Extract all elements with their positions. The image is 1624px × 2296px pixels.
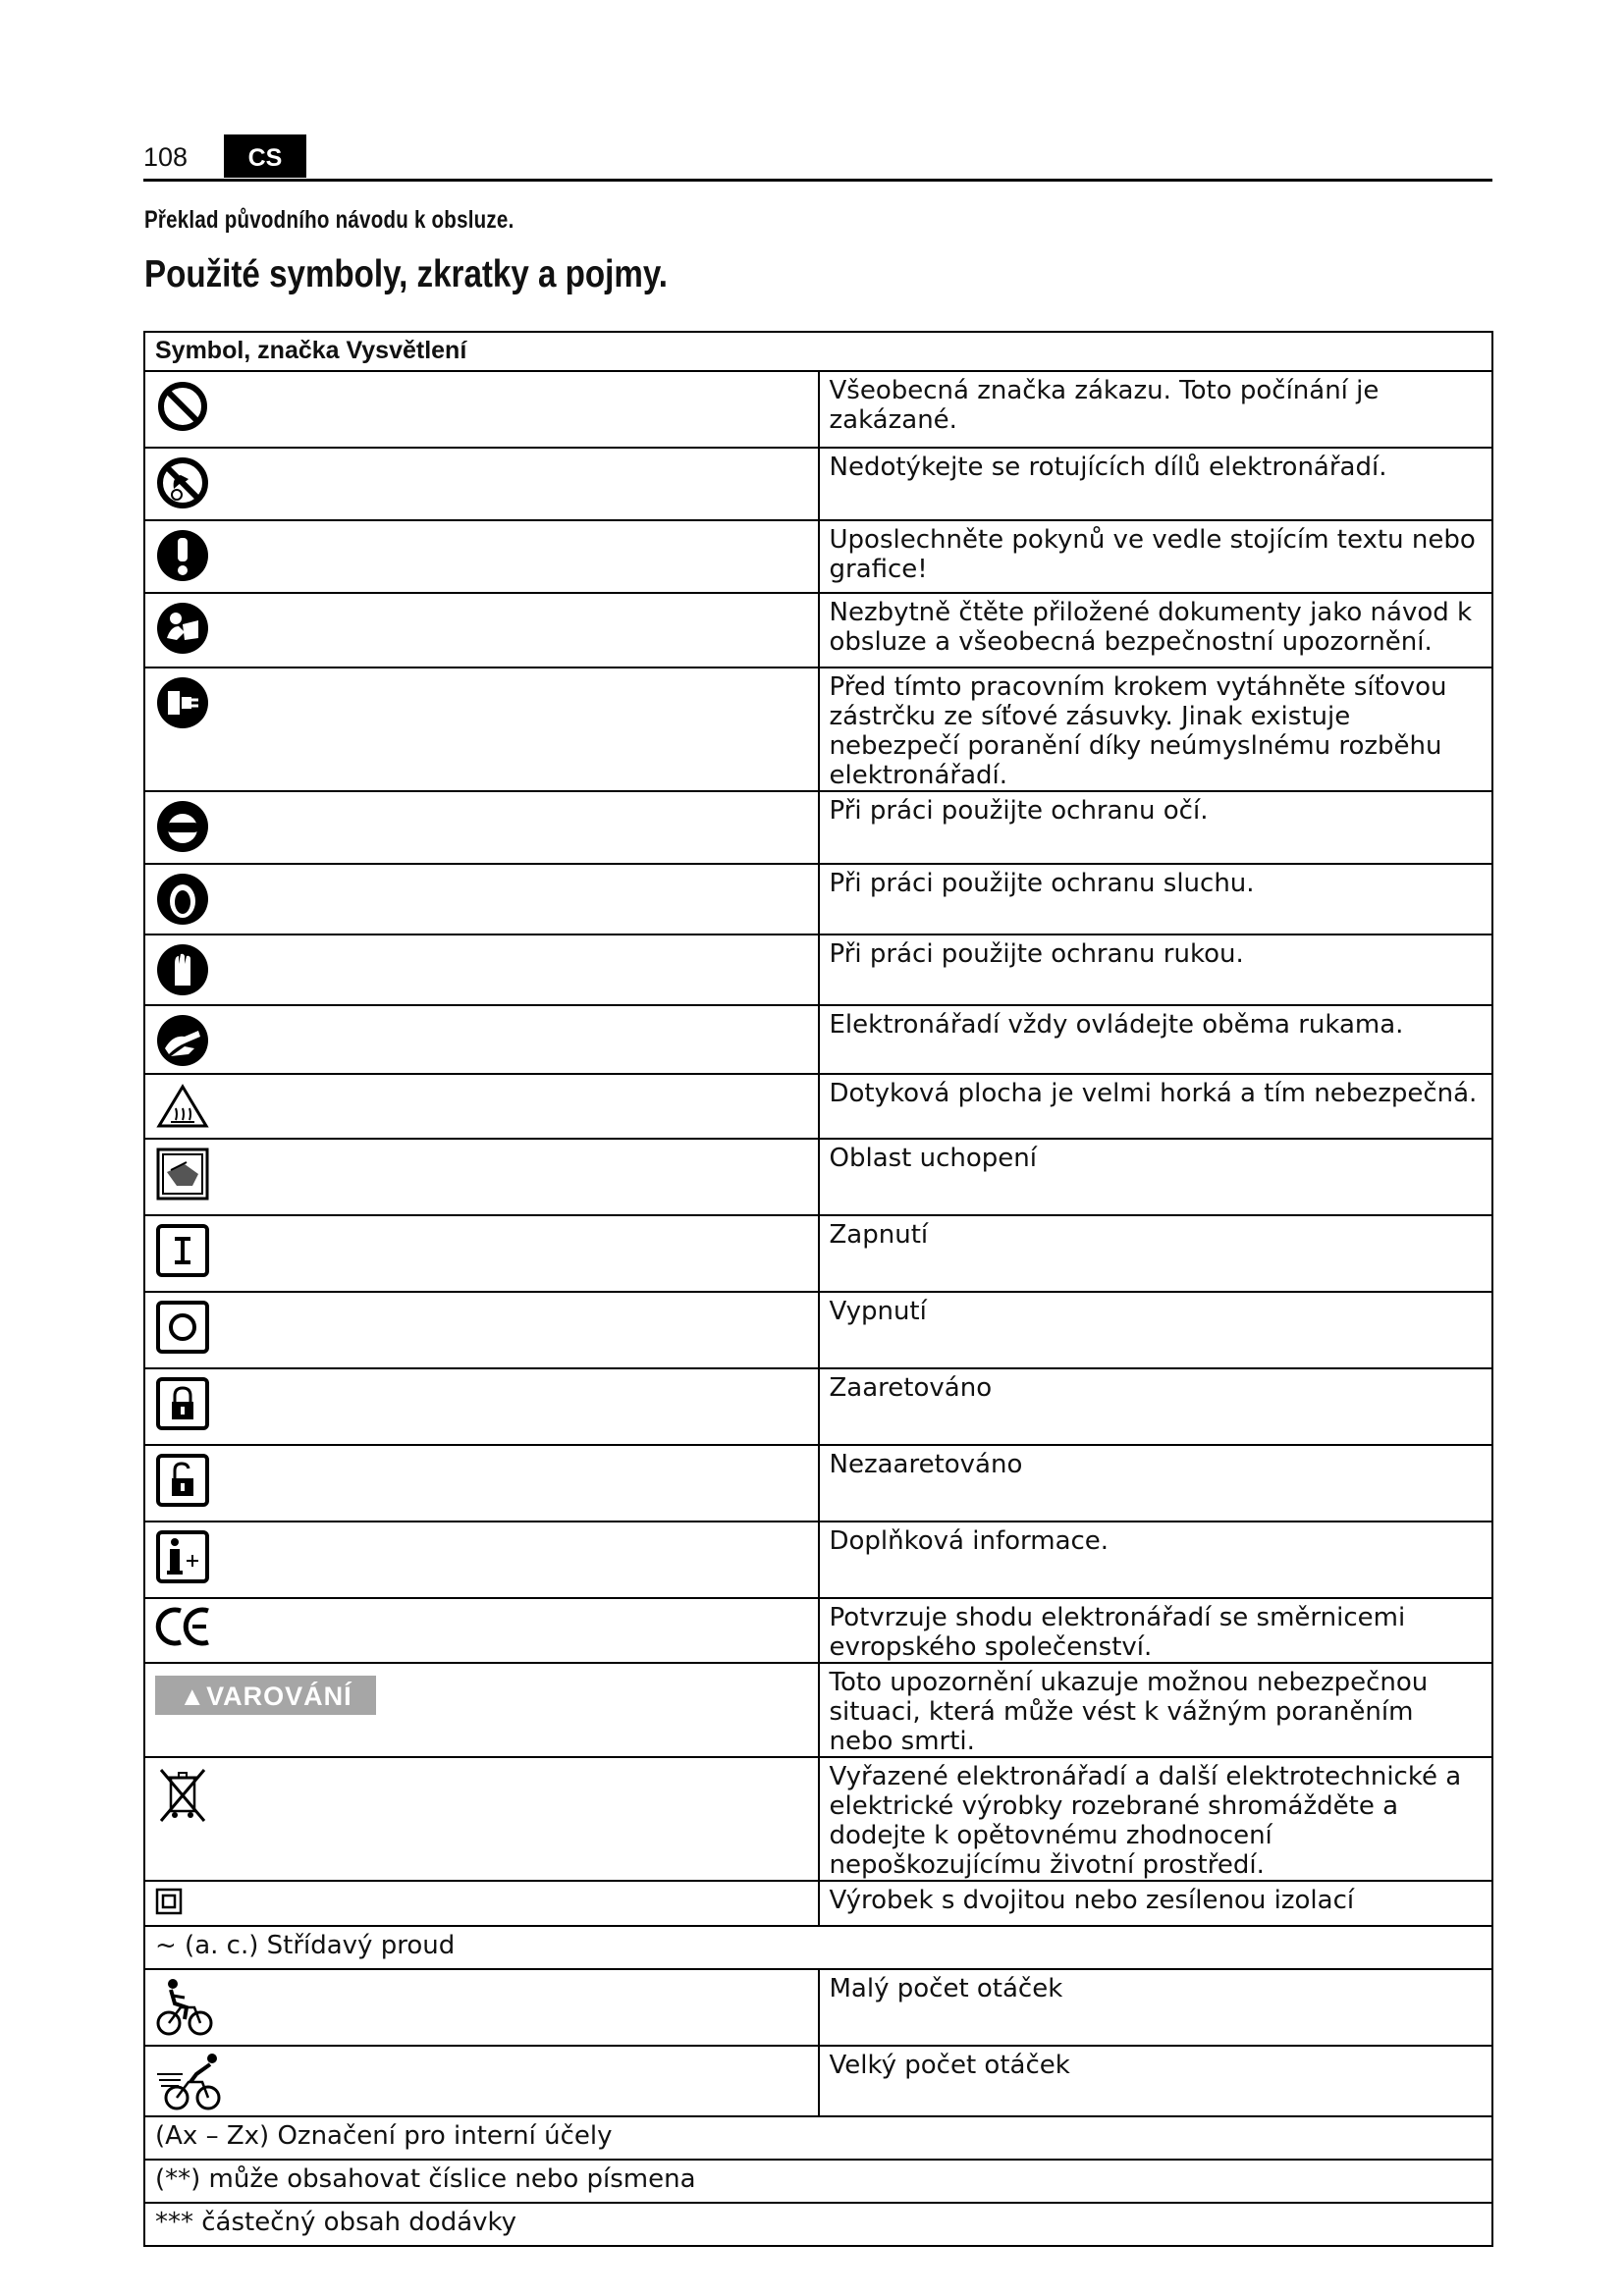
symbol-cell <box>144 791 819 864</box>
symbols-table <box>143 331 1493 2247</box>
description-cell: Nezaaretováno <box>819 1445 1493 1522</box>
warning-badge-label: VAROVÁNÍ <box>206 1682 352 1711</box>
symbol-cell <box>144 934 819 1005</box>
symbol-cell <box>144 1215 819 1292</box>
symbol-cell <box>144 864 819 934</box>
symbol-cell <box>144 1445 819 1522</box>
power-off-icon <box>155 1299 210 1356</box>
info-icon <box>155 1528 210 1585</box>
description-cell: Doplňková informace. <box>819 1522 1493 1598</box>
description-cell: Oblast uchopení <box>819 1139 1493 1215</box>
prohibition-icon <box>155 378 210 435</box>
unlocked-icon <box>155 1452 210 1509</box>
symbol-cell <box>144 1969 819 2046</box>
table-row <box>144 1757 1492 1881</box>
read-manual-icon <box>155 600 210 657</box>
ce-mark-icon <box>155 1605 214 1648</box>
symbol-cell <box>144 371 819 448</box>
description-cell: Elektronářadí vždy ovládejte oběma rukama. <box>819 1005 1493 1074</box>
page-header <box>143 131 1492 182</box>
table-row <box>144 371 1492 448</box>
description-cell: Toto upozornění ukazuje možnou nebezpečnou situaci, která může vést k vážným poraněním nebo smrti. <box>819 1663 1493 1757</box>
description-cell: Při práci použijte ochranu očí. <box>819 791 1493 864</box>
table-row <box>144 1368 1492 1445</box>
page-title: Použité symboly, zkratky a pojmy. <box>144 253 669 295</box>
table-row <box>144 593 1492 667</box>
footer-row-cell: *** částečný obsah dodávky <box>144 2203 1492 2246</box>
description-cell: Všeobecná značka zákazu. Toto počínání je zakázané. <box>819 371 1493 448</box>
table-row <box>144 864 1492 934</box>
description-cell: Velký počet otáček <box>819 2046 1493 2116</box>
description-cell: Výrobek s dvojitou nebo zesílenou izolací <box>819 1881 1493 1926</box>
symbol-cell <box>144 520 819 593</box>
weee-icon <box>155 1764 210 1825</box>
eye-protection-icon <box>155 798 210 855</box>
description-cell: Zaaretováno <box>819 1368 1493 1445</box>
description-cell: Dotyková plocha je velmi horká a tím nebezpečná. <box>819 1074 1493 1139</box>
table-row <box>144 1215 1492 1292</box>
symbol-cell <box>144 1292 819 1368</box>
table-row <box>144 1663 1492 1757</box>
table-row <box>144 667 1492 791</box>
description-cell: Vyřazené elektronářadí a další elektrotechnické a elektrické výrobky rozebrané shromážděte a dodejte k opětovnému zhodnocení nepoškozujícímu životní prostředí. <box>819 1757 1493 1881</box>
hand-protection-icon <box>155 941 210 998</box>
footer-row-cell: (**) může obsahovat číslice nebo písmena <box>144 2160 1492 2203</box>
table-row <box>144 1445 1492 1522</box>
table-row <box>144 791 1492 864</box>
warning-badge <box>155 1676 376 1715</box>
unplug-icon <box>155 674 210 731</box>
table-header: Symbol, značka Vysvětlení <box>144 332 1492 371</box>
symbol-cell <box>144 1005 819 1074</box>
table-row <box>144 520 1492 593</box>
description-cell: Potvrzuje shodu elektronářadí se směrnicemi evropského společenství. <box>819 1598 1493 1663</box>
table-row <box>144 934 1492 1005</box>
table-row <box>144 1926 1492 1969</box>
description-cell: Při práci použijte ochranu rukou. <box>819 934 1493 1005</box>
symbol-cell <box>144 1598 819 1663</box>
symbol-cell <box>144 2046 819 2116</box>
power-on-icon <box>155 1222 210 1279</box>
symbol-cell <box>144 1074 819 1139</box>
double-insulation-icon <box>155 1888 183 1915</box>
ear-protection-icon <box>155 871 210 928</box>
description-cell: Zapnutí <box>819 1215 1493 1292</box>
description-cell: Nezbytně čtěte přiložené dokumenty jako návod k obsluze a všeobecná bezpečnostní upozornění. <box>819 593 1493 667</box>
warning-triangle-icon: ▲ <box>179 1682 207 1711</box>
table-row <box>144 1005 1492 1074</box>
table-row <box>144 448 1492 520</box>
table-row <box>144 2160 1492 2203</box>
locked-icon <box>155 1375 210 1432</box>
hot-surface-icon <box>155 1081 210 1132</box>
high-speed-icon <box>155 2053 230 2111</box>
grip-area-icon <box>155 1146 210 1202</box>
symbol-cell <box>144 593 819 667</box>
table-row <box>144 1598 1492 1663</box>
table-row <box>144 1969 1492 2046</box>
description-cell: Před tímto pracovním krokem vytáhněte síťovou zástrčku ze síťové zásuvky. Jinak existuje nebezpečí poranění díky neúmyslnému rozběhu elektronářadí. <box>819 667 1493 791</box>
document-subtitle: Překlad původního návodu k obsluze. <box>144 206 514 234</box>
ac-row-cell: ~ (a. c.) Střídavý proud <box>144 1926 1492 1969</box>
language-badge: CS <box>224 134 306 178</box>
symbol-cell <box>144 667 819 791</box>
description-cell: Při práci použijte ochranu sluchu. <box>819 864 1493 934</box>
footer-row-cell: (Ax – Zx) Označení pro interní účely <box>144 2116 1492 2160</box>
description-cell: Malý počet otáček <box>819 1969 1493 2046</box>
two-hands-icon <box>155 1012 210 1069</box>
table-row <box>144 2116 1492 2160</box>
table-row <box>144 1292 1492 1368</box>
exclamation-icon <box>155 527 210 584</box>
table-row <box>144 2046 1492 2116</box>
table-row <box>144 1522 1492 1598</box>
symbol-cell <box>144 1757 819 1881</box>
header-divider <box>143 179 1492 182</box>
symbol-cell <box>144 1368 819 1445</box>
symbol-cell <box>144 448 819 520</box>
table-row <box>144 2203 1492 2246</box>
symbol-cell <box>144 1881 819 1926</box>
description-cell: Vypnutí <box>819 1292 1493 1368</box>
table-row <box>144 1139 1492 1215</box>
symbol-cell <box>144 1663 819 1757</box>
table-header-row <box>144 332 1492 371</box>
symbol-cell <box>144 1139 819 1215</box>
page-number: 108 <box>143 142 189 172</box>
do-not-touch-rotating-parts-icon <box>155 454 210 511</box>
low-speed-icon <box>155 1976 218 2039</box>
symbol-cell <box>144 1522 819 1598</box>
description-cell: Nedotýkejte se rotujících dílů elektronářadí. <box>819 448 1493 520</box>
description-cell: Uposlechněte pokynů ve vedle stojícím textu nebo grafice! <box>819 520 1493 593</box>
table-row <box>144 1074 1492 1139</box>
table-row <box>144 1881 1492 1926</box>
